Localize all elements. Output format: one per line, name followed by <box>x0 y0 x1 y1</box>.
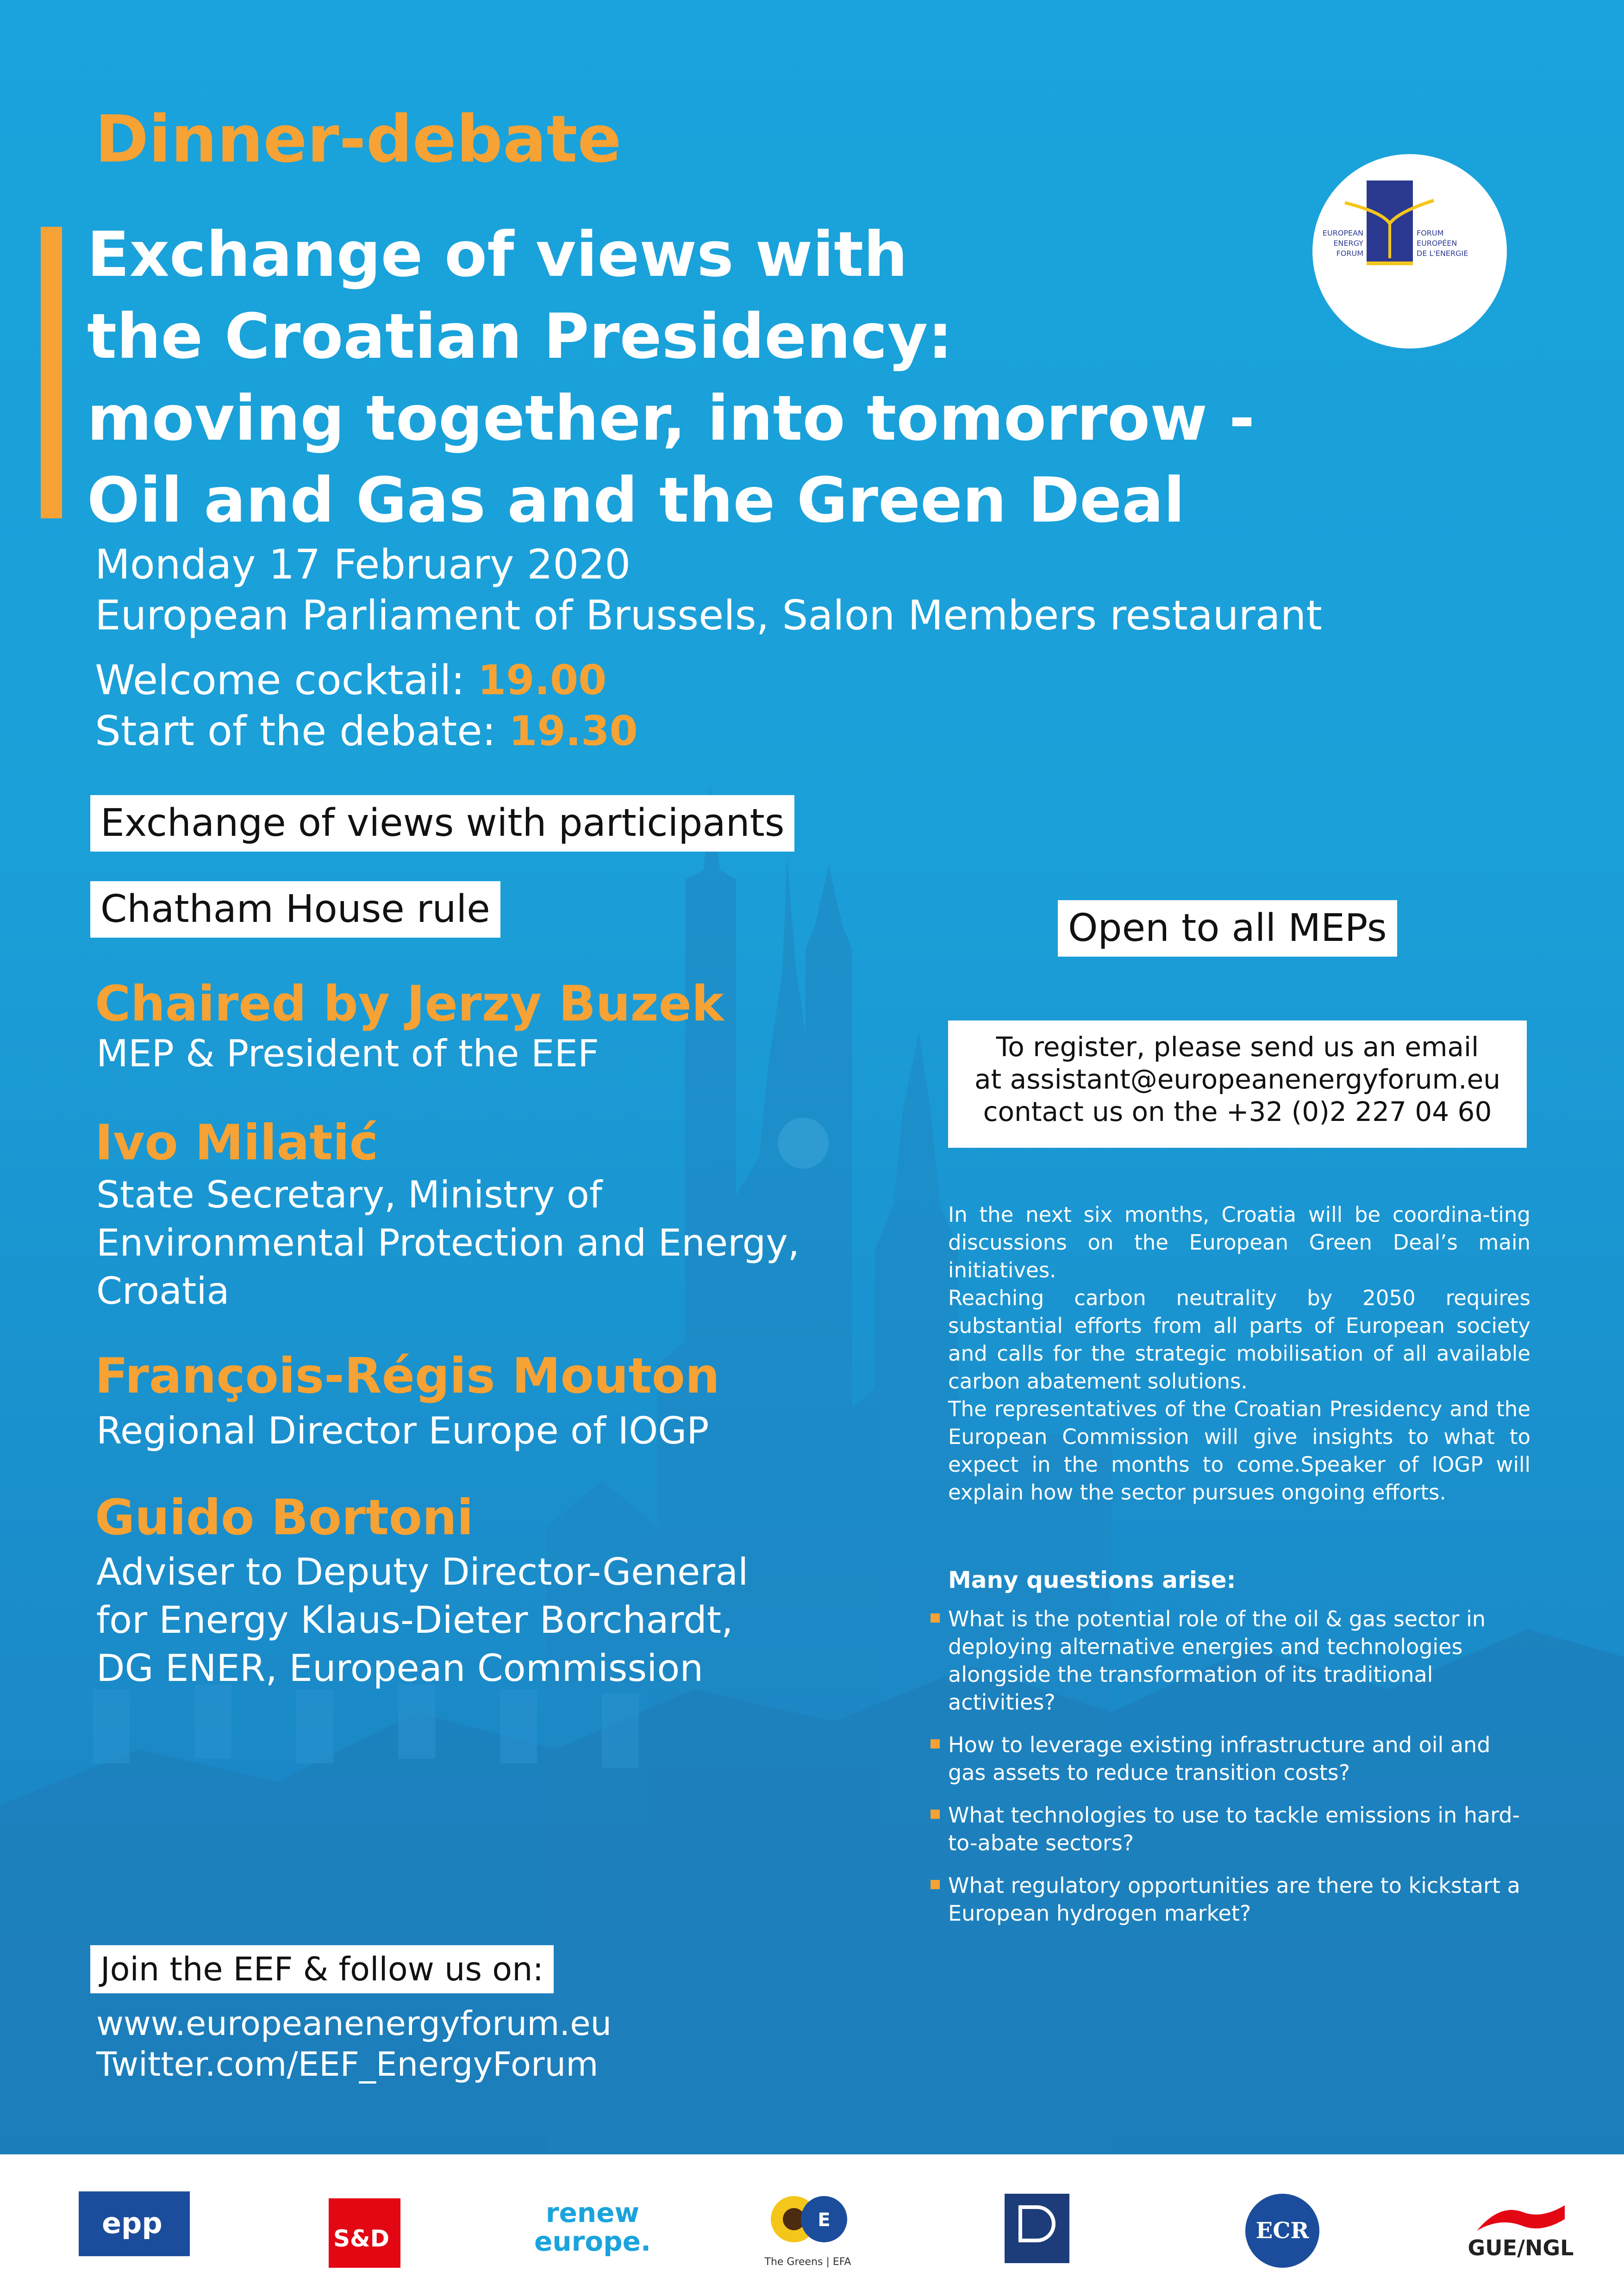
speaker-role-2 <box>96 1171 930 1315</box>
id-group-logo <box>1005 2194 1069 2263</box>
logo-left-3: FORUM <box>1336 249 1363 258</box>
id-mark-icon <box>1018 2205 1056 2242</box>
gue-flag-icon <box>1463 2198 1579 2235</box>
follow-label-box: Join the EEF & follow us on: <box>90 1945 554 1993</box>
sunflower-icon <box>755 2191 861 2256</box>
description-paragraph-2: Reaching carbon neutrality by 2050 requires substantial efforts from all parts of European society and calls for the strategic mobilisation of all available carbon abatement solutions. <box>948 1286 1530 1394</box>
bullet-square-icon <box>931 1810 940 1819</box>
speaker-name-4: Guido Bortoni <box>95 1489 474 1546</box>
speaker-name-1: Chaired by Jerzy Buzek <box>95 976 724 1032</box>
exchange-badge: Exchange of views with participants <box>90 795 794 852</box>
event-type-heading: Dinner-debate <box>95 102 622 177</box>
speaker-role-3-line-1: Regional Director Europe of IOGP <box>96 1409 709 1452</box>
bullet-square-icon <box>931 1880 940 1889</box>
title-line-3: moving together, into tomorrow - <box>87 382 1255 454</box>
greens-efa-logo <box>755 2191 861 2275</box>
renew-europe-logo <box>523 2198 662 2268</box>
epp-logo-text: epp <box>102 2206 162 2240</box>
svg-text:E: E <box>818 2209 831 2231</box>
debate-line <box>95 706 638 757</box>
bullet-square-icon <box>931 1613 940 1623</box>
register-phone[interactable]: contact us on the +32 (0)2 227 04 60 <box>983 1096 1492 1127</box>
eef-logo <box>1312 154 1507 348</box>
speaker-role-4-line-3: DG ENER, European Commission <box>96 1647 704 1690</box>
speaker-role-4-line-1: Adviser to Deputy Director-General <box>96 1550 749 1593</box>
register-line-1: To register, please send us an email <box>996 1031 1479 1063</box>
debate-label: Start of the debate: <box>95 707 496 755</box>
speaker-role-2-line-2: Environmental Protection and Energy, <box>96 1221 800 1264</box>
speaker-role-1 <box>96 1030 930 1078</box>
question-item: What is the potential role of the oil & gas sector in deploying alternative energies and technologies alongside the transformation of its traditional activities? <box>927 1605 1530 1716</box>
epp-logo <box>79 2191 190 2256</box>
speaker-role-4-line-2: for Energy Klaus-Dieter Borchardt, <box>96 1599 733 1642</box>
sd-logo-text: S&D <box>333 2225 390 2252</box>
gue-logo-text: GUE/NGL <box>1468 2235 1574 2260</box>
greens-logo-text: The Greens | EFA <box>764 2256 851 2268</box>
ecr-logo <box>1245 2194 1319 2268</box>
renew-logo-line-1: renew <box>545 2197 640 2228</box>
question-item: What technologies to use to tackle emissions in hard-to-abate sectors? <box>927 1801 1530 1857</box>
questions-heading: Many questions arise: <box>948 1567 1236 1593</box>
speaker-role-3 <box>96 1407 930 1455</box>
title-line-1: Exchange of views with <box>87 218 908 291</box>
website-link[interactable]: www.europeanenergyforum.eu <box>96 2004 612 2043</box>
question-item: What regulatory opportunities are there to kickstart a European hydrogen market? <box>927 1872 1530 1927</box>
logo-left-2: ENERGY <box>1333 239 1363 248</box>
footer-logos-bar <box>0 2154 1624 2296</box>
event-venue: European Parliament of Brussels, Salon Members restaurant <box>95 591 1322 639</box>
speaker-name-3: François-Régis Mouton <box>95 1348 720 1404</box>
title-line-4: Oil and Gas and the Green Deal <box>87 464 1185 536</box>
title-line-2: the Croatian Presidency: <box>87 300 953 373</box>
event-date: Monday 17 February 2020 <box>95 541 631 588</box>
cocktail-line <box>95 655 606 706</box>
twitter-link[interactable]: Twitter.com/EEF_EnergyForum <box>96 2045 599 2084</box>
speaker-name-2: Ivo Milatić <box>95 1114 378 1171</box>
register-box <box>948 1020 1527 1148</box>
questions-list <box>927 1605 1530 1942</box>
logo-right-1: FORUM <box>1417 229 1444 237</box>
speaker-role-2-line-3: Croatia <box>96 1269 230 1313</box>
logo-left-1: EUROPEAN <box>1322 229 1363 237</box>
description-paragraph-1: In the next six months, Croatia will be coordina-ting discussions on the European Green Deal’s main initiatives. <box>948 1202 1530 1282</box>
description-paragraph-3: The representatives of the Croatian Presidency and the European Commission will give insights to what to expect in the months to come.Speaker of IOGP will explain how the sector pursues ongoing efforts. <box>948 1397 1530 1505</box>
chatham-badge: Chatham House rule <box>90 881 500 938</box>
speaker-role-4 <box>96 1548 930 1692</box>
ecr-logo-text: ECR <box>1255 2218 1309 2244</box>
debate-time: 19.30 <box>509 707 638 755</box>
question-item: How to leverage existing infrastructure and oil and gas assets to reduce transition costs? <box>927 1731 1530 1786</box>
renew-logo-line-2: europe. <box>534 2226 651 2257</box>
event-title <box>87 214 1476 541</box>
register-email[interactable]: at assistant@europeanenergyforum.eu <box>974 1064 1501 1095</box>
logo-right-2: EUROPÉEN <box>1417 239 1457 248</box>
bullet-square-icon <box>931 1739 940 1748</box>
cocktail-time: 19.00 <box>478 656 607 704</box>
open-to-meps-badge: Open to all MEPs <box>1058 900 1397 957</box>
gue-ngl-logo <box>1463 2198 1579 2268</box>
description-text <box>948 1201 1530 1506</box>
title-accent-bar <box>41 227 62 518</box>
speaker-role-1-line-1: MEP & President of the EEF <box>96 1032 600 1075</box>
logo-right-3: DE L'ENERGIE <box>1417 249 1468 258</box>
cocktail-label: Welcome cocktail: <box>95 656 465 704</box>
speaker-role-2-line-1: State Secretary, Ministry of <box>96 1173 603 1216</box>
sd-logo <box>329 2198 400 2268</box>
